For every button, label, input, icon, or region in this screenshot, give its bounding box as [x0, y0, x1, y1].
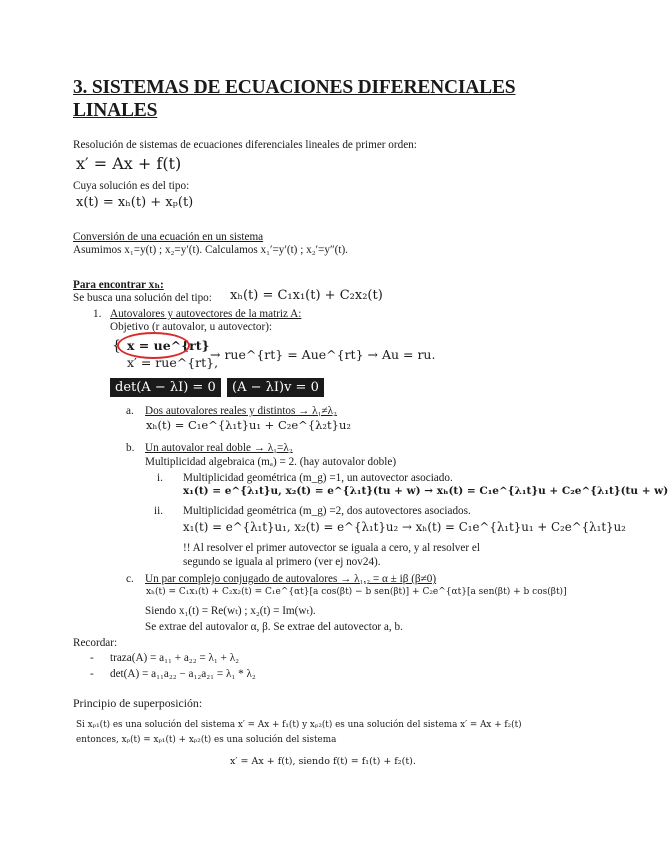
item-1-number: 1. — [93, 308, 102, 320]
page-title-line-2: LINALES — [73, 100, 158, 121]
eq-system: x′ = Ax + f(t) — [76, 154, 182, 173]
case-b-i-text: Multiplicidad geométrica (m_g) =1, un autovector asociado. — [183, 472, 453, 484]
eq-x-u: x = ue^{rt} — [127, 338, 210, 353]
case-a-heading: Dos autovalores reales y distintos → λ₁≠λ₂ — [145, 405, 337, 417]
recordar-trace: traza(A) = a₁₁ + a₂₂ = λ₁ + λ₂ — [110, 652, 240, 664]
case-b-heading: Un autovalor real doble → λ₁=λ₂ — [145, 442, 293, 454]
xh-form-eq: xₕ(t) = C₁x₁(t) + C₂x₂(t) — [230, 288, 383, 303]
case-b-i-label: i. — [157, 472, 163, 484]
superposition-heading: Principio de superposición: — [73, 696, 203, 710]
case-b-note-line-2: segundo se iguala al primero (ver ej nov24). — [183, 556, 381, 568]
superposition-line-3: x′ = Ax + f(t), siendo f(t) = f₁(t) + f₂(t). — [230, 756, 416, 767]
eq-chain: → rue^{rt} = Aue^{rt} → Au = ru. — [210, 347, 436, 362]
case-a-label: a. — [126, 405, 134, 417]
case-b-ii-eq: x₁(t) = e^{λ₁t}u₁, x₂(t) = e^{λ₁t}u₂ → xₕ(t) = C₁e^{λ₁t}u₁ + C₂e^{λ₁t}u₂ — [183, 520, 626, 534]
recordar-heading: Recordar: — [73, 637, 118, 649]
recordar-dash-2: - — [90, 668, 94, 680]
case-b-ii-label: ii. — [154, 505, 164, 517]
case-c-extrae: Se extrae del autovalor α, β. Se extrae del autovector a, b. — [145, 621, 403, 633]
item-1-heading: Autovalores y autovectores de la matriz A: — [110, 308, 302, 320]
recordar-dash-1: - — [90, 652, 94, 664]
case-c-siendo: Siendo x₁(t) = Re(wₜ) ; x₂(t) = Im(wₜ). — [145, 605, 316, 617]
case-b-label: b. — [126, 442, 135, 454]
intro-text: Resolución de sistemas de ecuaciones diferenciales lineales de primer orden: — [73, 139, 417, 151]
case-b-i-eq: x₁(t) = e^{λ₁t}u, x₂(t) = e^{λ₁t}(tu + w) → xₕ(t) = C₁e^{λ₁t}u + C₂e^{λ₁t}(tu + w) — [183, 485, 668, 497]
case-c-heading: Un par complejo conjugado de autovalores → λ₁,₂ = α ± iβ (β≠0) — [145, 573, 437, 585]
case-c-label: c. — [126, 573, 134, 585]
eq-solution: x(t) = xₕ(t) + xₚ(t) — [76, 195, 194, 210]
eq-x-prime: x′ = rue^{rt}, — [127, 355, 219, 370]
det-box: det(A − λI) = 0 — [110, 378, 221, 397]
superposition-line-1: Si xₚ₁(t) es una solución del sistema x′ = Ax + f₁(t) y xₚ₂(t) es una solución del sistema x′ = Ax + f₂(t) — [76, 720, 522, 730]
xh-heading: Para encontrar xₕ: — [73, 279, 164, 291]
conversion-text: Asumimos x₁=y(t) ; x₂=y′(t). Calculamos x₁′=y′(t) ; x₂′=y″(t). — [73, 244, 348, 256]
page-title-line-1: 3. SISTEMAS DE ECUACIONES DIFERENCIALES — [73, 77, 516, 98]
case-a-eq: xₕ(t) = C₁e^{λ₁t}u₁ + C₂e^{λ₂t}u₂ — [146, 418, 351, 432]
case-b-note-line-1: !! Al resolver el primer autovector se iguala a cero, y al resolver el — [183, 542, 480, 554]
brace-icon: { — [112, 338, 121, 354]
conversion-heading: Conversión de una ecuación en un sistema — [73, 231, 264, 243]
case-b-ii-text: Multiplicidad geométrica (m_g) =2, dos autovectores asociados. — [183, 505, 471, 517]
solution-type-label: Cuya solución es del tipo: — [73, 180, 190, 192]
eigen-box: (A − λI)v = 0 — [227, 378, 324, 397]
case-b-algebraic: Multiplicidad algebraica (mₐ) = 2. (hay autovalor doble) — [145, 456, 397, 468]
superposition-line-2: entonces, xₚ(t) = xₚ₁(t) + xₚ₂(t) es una solución del sistema — [76, 735, 337, 745]
case-c-eq: xₕ(t) = C₁x₁(t) + C₂x₂(t) = C₁e^{αt}[a cos(βt) − b sen(βt)] + C₂e^{αt}[a sen(βt) + b cos(βt)] — [146, 587, 567, 597]
xh-search-text: Se busca una solución del tipo: — [73, 292, 212, 304]
recordar-det: det(A) = a₁₁a₂₂ − a₁₂a₂₁ = λ₁ * λ₂ — [110, 668, 256, 680]
item-1-objective: Objetivo (r autovalor, u autovector): — [110, 321, 273, 333]
